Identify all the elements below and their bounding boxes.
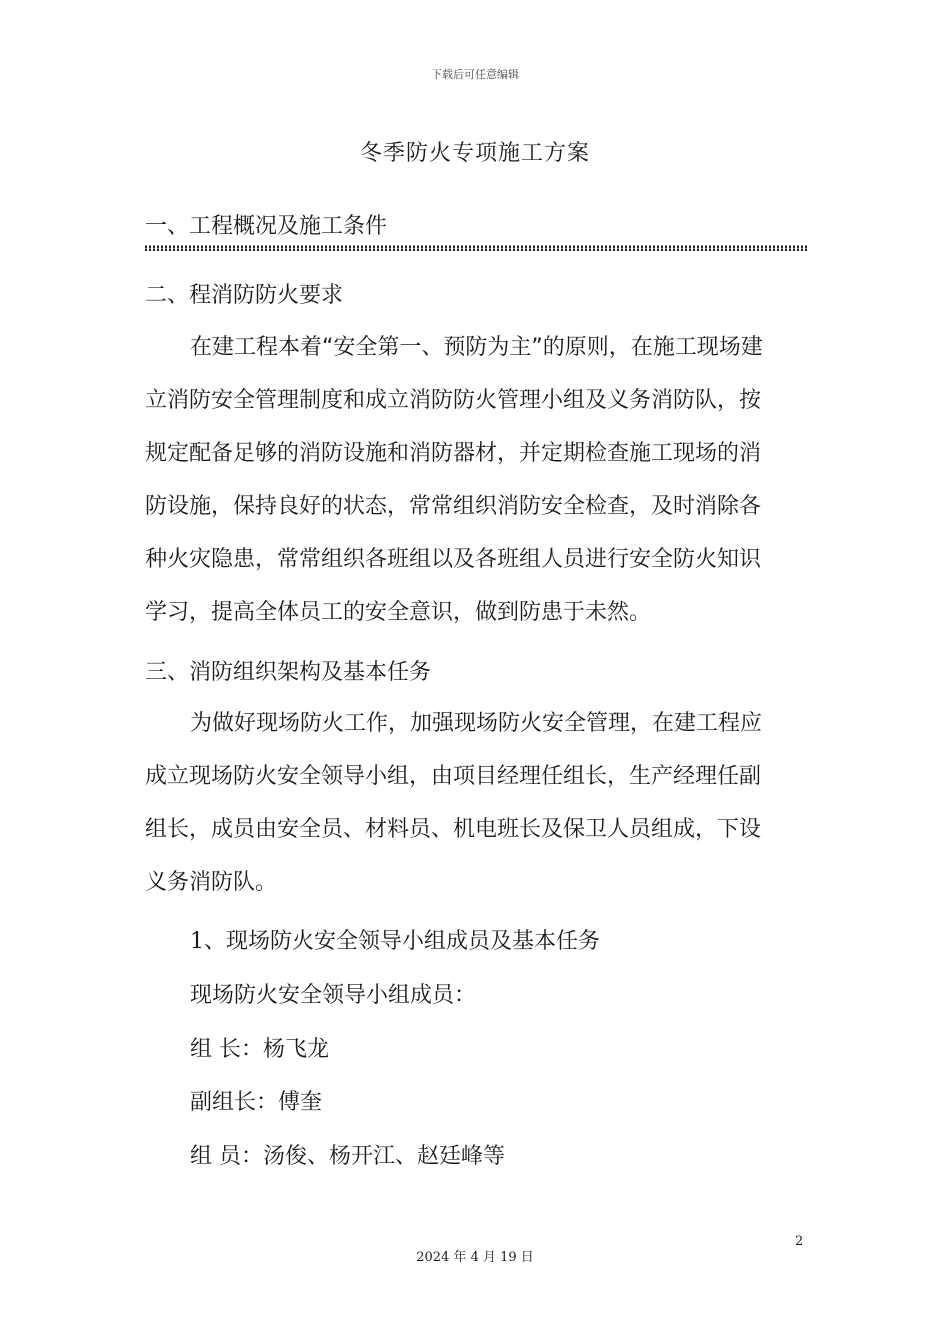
paragraph-line: 学习，提高全体员工的安全意识，做到防患于未然。 [145,600,652,625]
paragraph-line: 在建工程本着“安全第一、预防为主”的原则，在施工现场建 [190,335,763,360]
section-heading-1: 一、工程概况及施工条件 [145,214,388,239]
paragraph-line: 规定配备足够的消防设施和消防器材，并定期检查施工现场的消 [145,441,762,466]
paragraph-fire-requirements [145,332,807,650]
footer-date: 2024 年 4 月 19 日 [416,1250,534,1265]
paragraph-line: 防设施，保持良好的状态，常常组织消防安全检查，及时消除各 [145,494,762,519]
deputy-line: 副组长：傅奎 [190,1090,323,1115]
document-title: 冬季防火专项施工方案 [359,141,590,166]
page-number: 2 [795,1234,804,1249]
section-heading-2: 二、程消防防火要求 [145,283,344,308]
paragraph-line: 立消防安全管理制度和成立消防防火管理小组及义务消防队，按 [145,388,762,413]
paragraph-line: 种火灾隐患，常常组织各班组以及各班组人员进行安全防火知识 [145,547,762,572]
paragraph-line: 组长，成员由安全员、材料员、机电班长及保卫人员组成，下设 [145,817,762,842]
paragraph-line: 义务消防队。 [145,870,278,895]
members-line: 组 员：汤俊、杨开江、赵廷峰等 [190,1144,505,1169]
header-note: 下载后可任意编辑 [431,68,519,81]
members-intro: 现场防火安全领导小组成员： [190,983,477,1008]
paragraph-organization [145,708,807,920]
leader-line: 组 长：杨飞龙 [190,1037,329,1062]
subsection-number: 1 [190,929,204,954]
dotted-divider [145,245,807,251]
subsection-heading-1 [190,924,600,955]
paragraph-line: 成立现场防火安全领导小组，由项目经理任组长，生产经理任副 [145,764,762,789]
paragraph-line: 为做好现场防火工作，加强现场防火安全管理，在建工程应 [190,711,763,736]
section-heading-3: 三、消防组织架构及基本任务 [145,660,432,685]
subsection-title: 、现场防火安全领导小组成员及基本任务 [204,929,601,954]
